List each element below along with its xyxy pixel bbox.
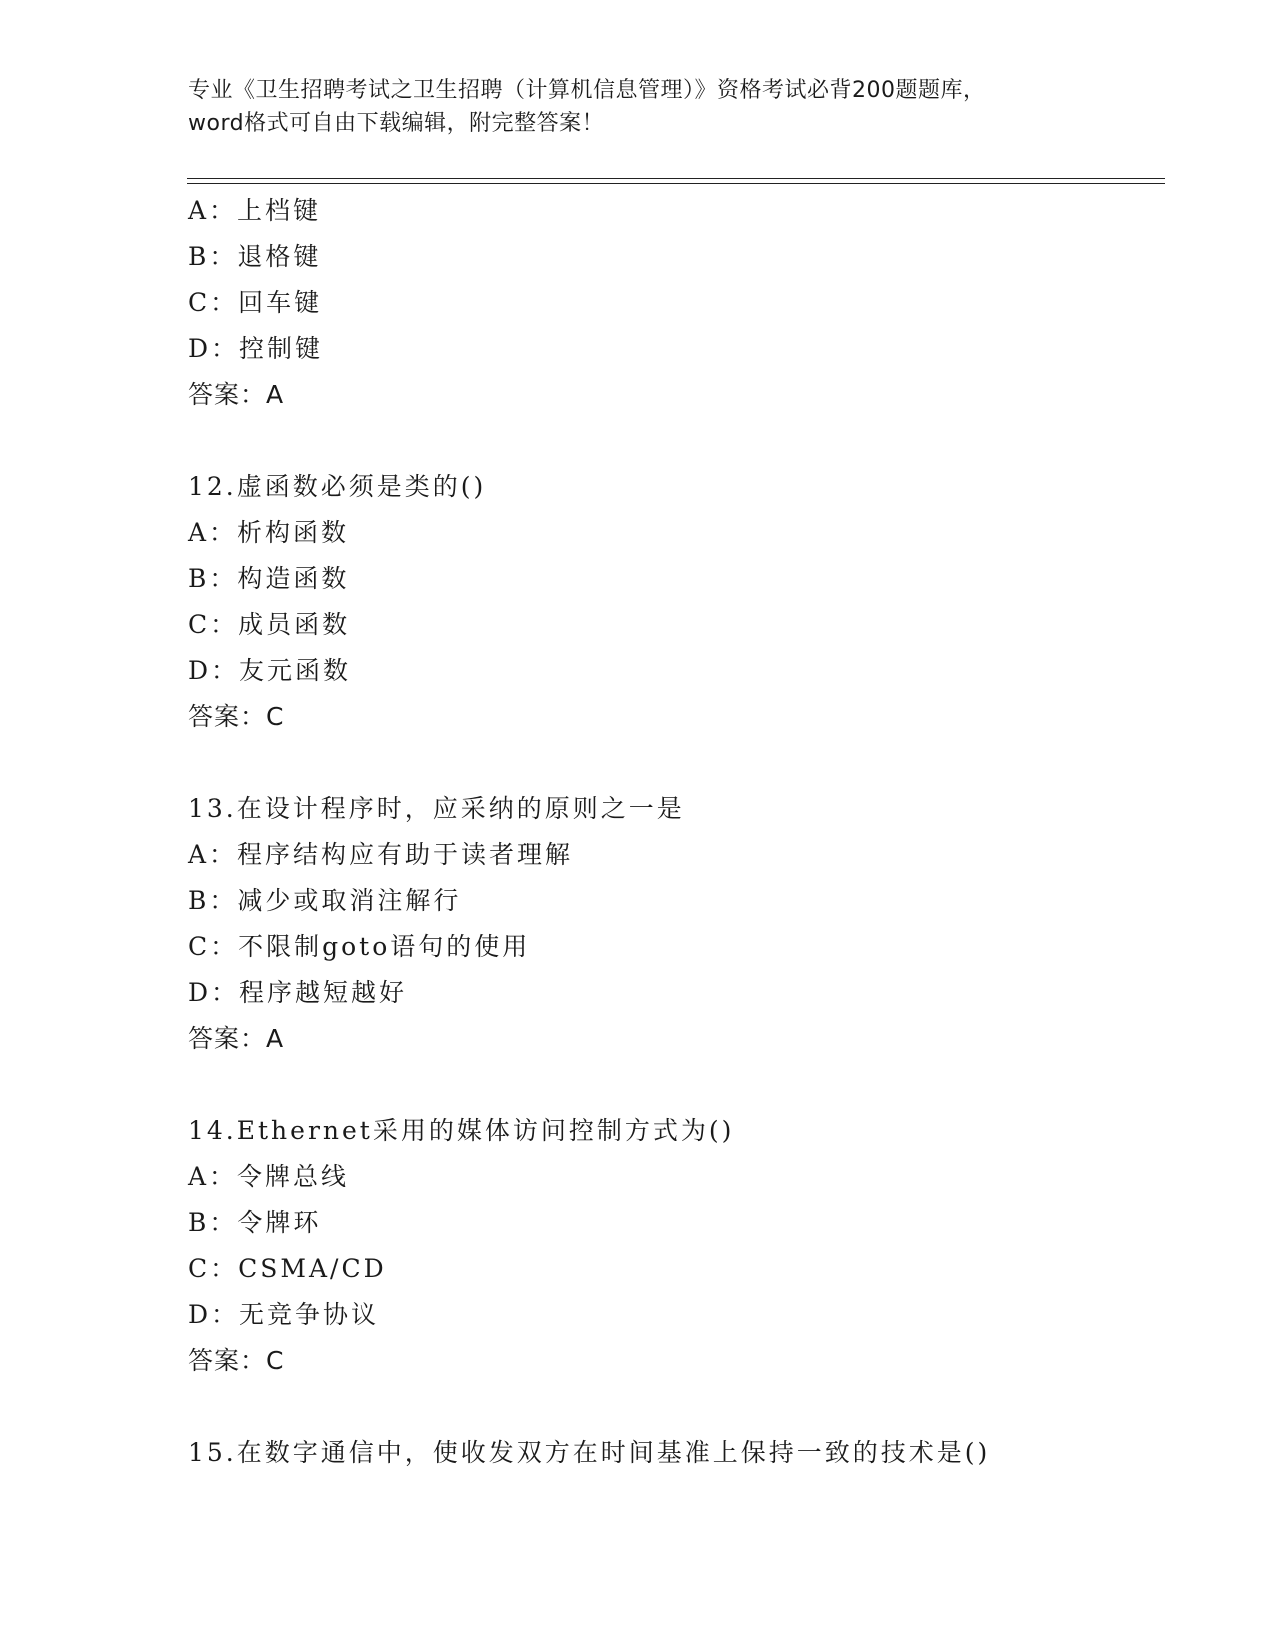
question-text: 12.虚函数必须是类的() — [188, 472, 487, 501]
option-c: C：回车键 — [188, 288, 323, 317]
answer: 答案：C — [188, 702, 285, 731]
answer: 答案：A — [188, 1024, 285, 1053]
question-14 — [188, 1108, 1168, 1384]
question-15 — [188, 1430, 1168, 1476]
header-title-line-2: word格式可自由下载编辑，附完整答案！ — [188, 111, 605, 136]
question-11 — [188, 188, 1168, 418]
option-b: B：令牌环 — [188, 1208, 322, 1237]
header-title-line-1: 专业《卫生招聘考试之卫生招聘（计算机信息管理）》资格考试必背200题题库， — [188, 78, 986, 103]
spacer — [188, 1384, 1168, 1430]
question-text: 14.Ethernet采用的媒体访问控制方式为() — [188, 1116, 735, 1145]
option-a: A：令牌总线 — [188, 1162, 350, 1191]
question-text: 13.在设计程序时，应采纳的原则之一是 — [188, 794, 685, 823]
document-header — [188, 74, 1088, 140]
spacer — [188, 418, 1168, 464]
answer: 答案：C — [188, 1346, 285, 1375]
option-b: B：退格键 — [188, 242, 322, 271]
spacer — [188, 1062, 1168, 1108]
option-c: C：CSMA/CD — [188, 1254, 387, 1283]
option-d: D：控制键 — [188, 334, 324, 363]
option-a: A：程序结构应有助于读者理解 — [188, 840, 574, 869]
answer: 答案：A — [188, 380, 285, 409]
question-12 — [188, 464, 1168, 740]
option-a: A：上档键 — [188, 196, 322, 225]
option-c: C：成员函数 — [188, 610, 351, 639]
option-d: D：程序越短越好 — [188, 978, 408, 1007]
option-d: D：无竞争协议 — [188, 1300, 380, 1329]
option-b: B：构造函数 — [188, 564, 350, 593]
header-divider-bottom — [187, 183, 1165, 184]
spacer — [188, 740, 1168, 786]
question-13 — [188, 786, 1168, 1062]
option-d: D：友元函数 — [188, 656, 352, 685]
question-list — [188, 188, 1168, 1476]
header-divider-top — [187, 178, 1165, 179]
option-b: B：减少或取消注解行 — [188, 886, 462, 915]
question-text: 15.在数字通信中，使收发双方在时间基准上保持一致的技术是() — [188, 1438, 991, 1467]
option-a: A：析构函数 — [188, 518, 350, 547]
option-c: C：不限制goto语句的使用 — [188, 932, 531, 961]
